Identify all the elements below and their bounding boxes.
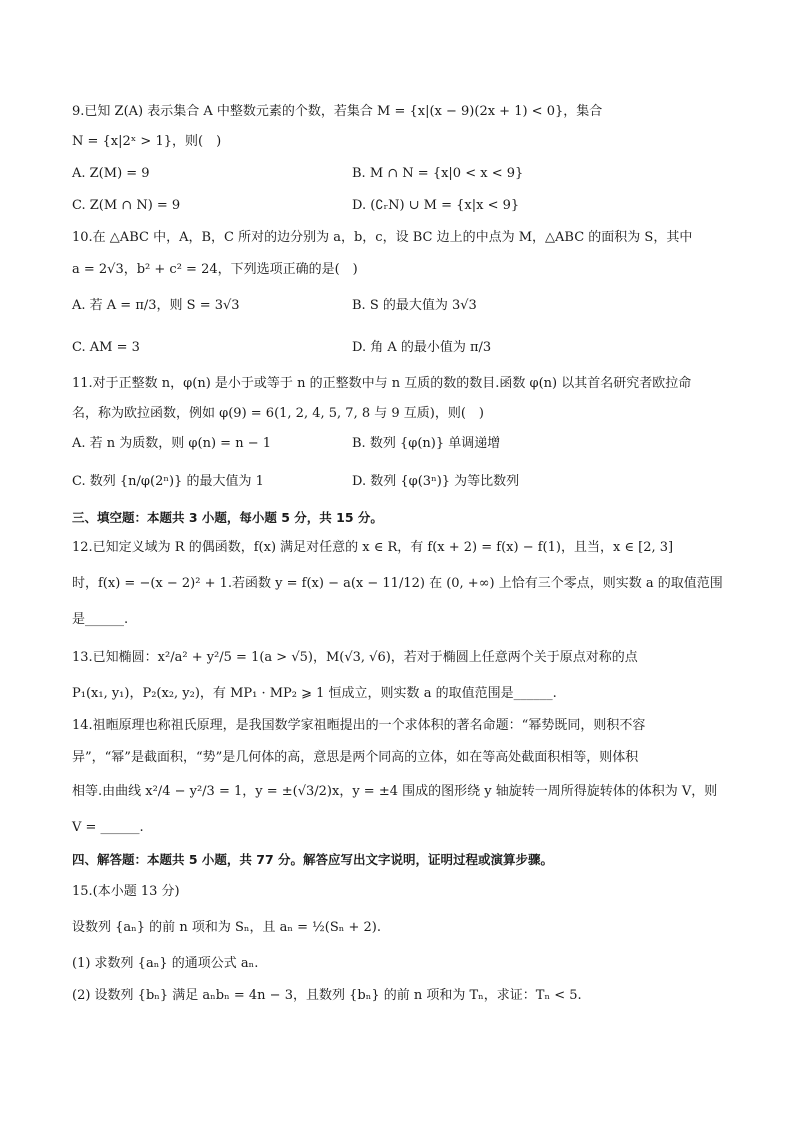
q13-line-2: P₁(x₁, y₁)，P₂(x₂, y₂)，有 MP₁ · MP₂ ⩾ 1 恒成立，则实数 a 的取值范围是______. <box>72 686 557 701</box>
q10-option-a: A. 若 A = π/3，则 S = 3√3 <box>72 298 240 313</box>
section-3-heading: 三、填空题：本题共 3 小题，每小题 5 分，共 15 分。 <box>72 510 383 525</box>
q11-option-a: A. 若 n 为质数，则 φ(n) = n − 1 <box>72 436 271 451</box>
q11-option-c: C. 数列 {n/φ(2ⁿ)} 的最大值为 1 <box>72 474 264 489</box>
q9-stem-line-1: 9.已知 Z(A) 表示集合 A 中整数元素的个数，若集合 M = {x|(x − 9)(2x + 1) < 0}，集合 <box>72 104 603 119</box>
q9-option-c: C. Z(M ∩ N) = 9 <box>72 198 181 213</box>
q15-header: 15.(本小题 13 分) <box>72 884 180 899</box>
q11-option-b: B. 数列 {φ(n)} 单调递增 <box>352 436 501 451</box>
q11-option-d: D. 数列 {φ(3ⁿ)} 为等比数列 <box>352 474 520 489</box>
q11-stem-line-2: 名，称为欧拉函数，例如 φ(9) = 6(1, 2, 4, 5, 7, 8 与 9 互质)，则( ) <box>72 406 484 421</box>
q9-option-a: A. Z(M) = 9 <box>72 166 150 181</box>
q10-stem-line-2: a = 2√3，b² + c² = 24，下列选项正确的是( ) <box>72 262 358 277</box>
q15-part-2: (2) 设数列 {bₙ} 满足 aₙbₙ = 4n − 3，且数列 {bₙ} 的前 n 项和为 Tₙ，求证：Tₙ < 5. <box>72 988 582 1003</box>
q14-line-2: 异”，“幂”是截面积，“势”是几何体的高，意思是两个同高的立体，如在等高处截面积相等，则体积 <box>72 750 639 765</box>
q12-line-1: 12.已知定义域为 R 的偶函数，f(x) 满足对任意的 x ∈ R，有 f(x + 2) = f(x) − f(1)，且当，x ∈ [2, 3] <box>72 540 674 555</box>
q9-stem-line-2: N = {x|2ˣ > 1}，则( ) <box>72 134 222 149</box>
q10-option-c: C. AM = 3 <box>72 340 140 355</box>
q11-stem-line-1: 11.对于正整数 n，φ(n) 是小于或等于 n 的正整数中与 n 互质的数的数目.函数 φ(n) 以其首名研究者欧拉命 <box>72 376 692 391</box>
q13-line-1: 13.已知椭圆：x²/a² + y²/5 = 1(a > √5)，M(√3, √6)，若对于椭圆上任意两个关于原点对称的点 <box>72 650 638 665</box>
q15-part-1: (1) 求数列 {aₙ} 的通项公式 aₙ. <box>72 956 259 971</box>
q14-line-3: 相等.由曲线 x²/4 − y²/3 = 1，y = ±(√3/2)x，y = ±4 围成的图形绕 y 轴旋转一周所得旋转体的体积为 V，则 <box>72 784 718 799</box>
q9-option-b: B. M ∩ N = {x|0 < x < 9} <box>352 166 524 181</box>
q10-option-d: D. 角 A 的最小值为 π/3 <box>352 340 492 355</box>
q9-option-d: D. (∁ᵣN) ∪ M = {x|x < 9} <box>352 198 520 213</box>
q14-line-1: 14.祖暅原理也称祖氏原理，是我国数学家祖暅提出的一个求体积的著名命题：“幂势既同，则积不容 <box>72 718 646 733</box>
q10-option-b: B. S 的最大值为 3√3 <box>352 298 477 313</box>
q14-line-4: V = ______. <box>72 820 144 835</box>
q12-line-2: 时，f(x) = −(x − 2)² + 1.若函数 y = f(x) − a(x − 11/12) 在 (0, +∞) 上恰有三个零点，则实数 a 的取值范围 <box>72 576 723 591</box>
q12-line-3: 是______. <box>72 612 129 627</box>
q10-stem-line-1: 10.在 △ABC 中，A，B，C 所对的边分别为 a，b，c，设 BC 边上的中点为 M，△ABC 的面积为 S，其中 <box>72 230 693 245</box>
section-4-heading: 四、解答题：本题共 5 小题，共 77 分。解答应写出文字说明，证明过程或演算步骤。 <box>72 852 554 867</box>
q15-line-1: 设数列 {aₙ} 的前 n 项和为 Sₙ，且 aₙ = ½(Sₙ + 2). <box>72 920 381 935</box>
